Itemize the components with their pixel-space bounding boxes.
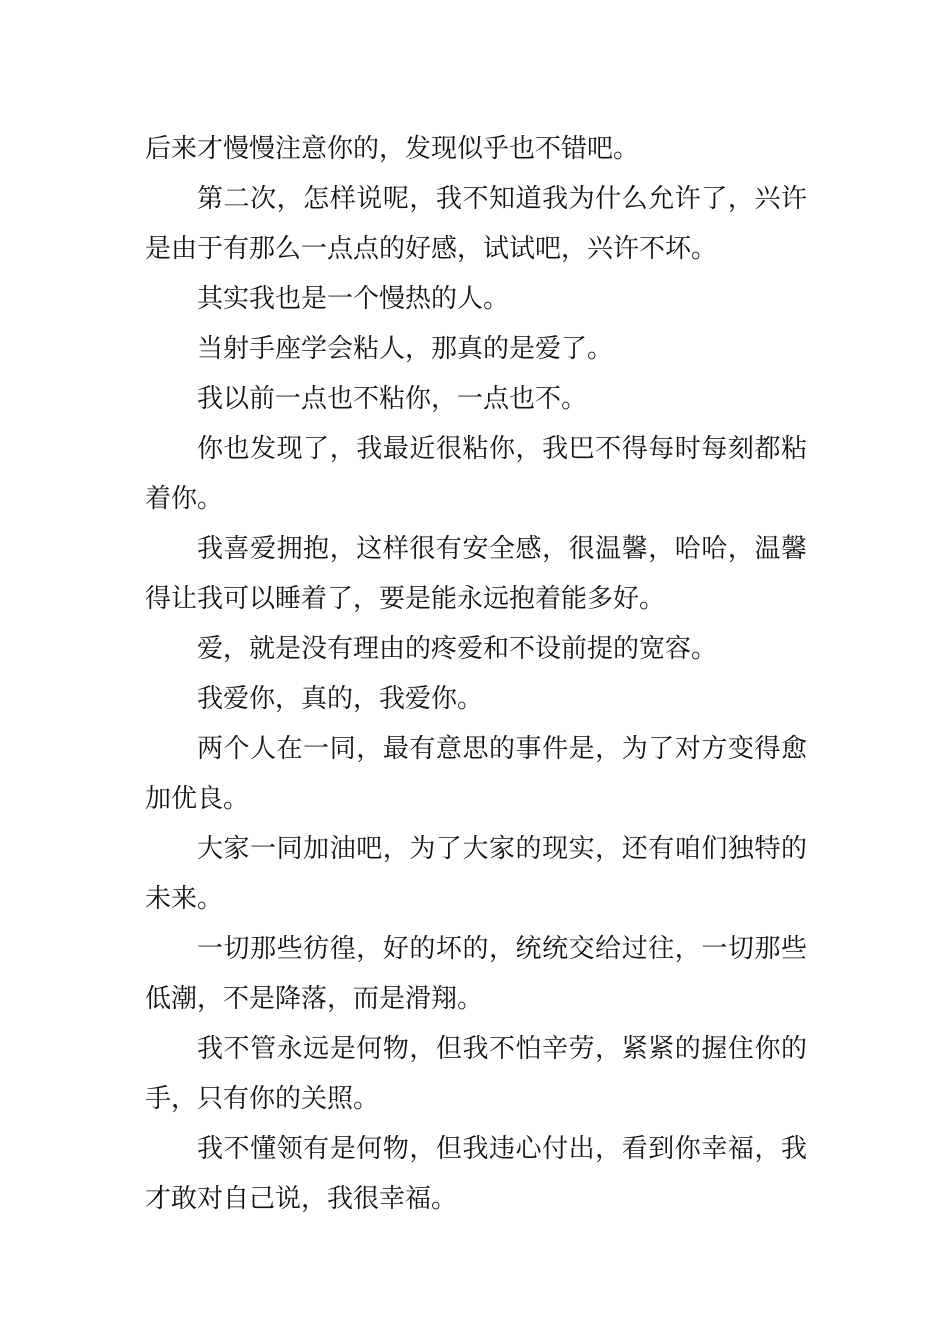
paragraph: 第二次，怎样说呢，我不知道我为什么允许了，兴许是由于有那么一点点的好感，试试吧，兴许不坏。 [145,184,807,264]
paragraph: 我爱你，真的，我爱你。 [197,684,484,714]
paragraph: 大家一同加油吧，为了大家的现实，还有咱们独特的未来。 [145,834,807,914]
document-body [145,124,807,1224]
paragraph: 后来才慢慢注意你的，发现似乎也不错吧。 [145,134,640,164]
paragraph: 你也发现了，我最近很粘你，我巴不得每时每刻都粘着你。 [145,434,807,514]
paragraph: 爱，就是没有理由的疼爱和不设前提的宽容。 [197,634,718,664]
paragraph: 我不懂领有是何物，但我违心付出，看到你幸福，我才敢对自己说，我很幸福。 [145,1134,807,1214]
paragraph: 一切那些彷徨，好的坏的，统统交给过往，一切那些低潮，不是降落，而是滑翔。 [145,934,807,1014]
paragraph: 我以前一点也不粘你，一点也不。 [197,384,588,414]
paragraph: 其实我也是一个慢热的人。 [197,284,510,314]
paragraph: 我不管永远是何物，但我不怕辛劳，紧紧的握住你的手，只有你的关照。 [145,1034,807,1114]
paragraph: 我喜爱拥抱，这样很有安全感，很温馨，哈哈，温馨得让我可以睡着了，要是能永远抱着能多好。 [145,534,807,614]
paragraph: 当射手座学会粘人，那真的是爱了。 [197,334,614,364]
paragraph: 两个人在一同，最有意思的事件是，为了对方变得愈加优良。 [145,734,807,814]
